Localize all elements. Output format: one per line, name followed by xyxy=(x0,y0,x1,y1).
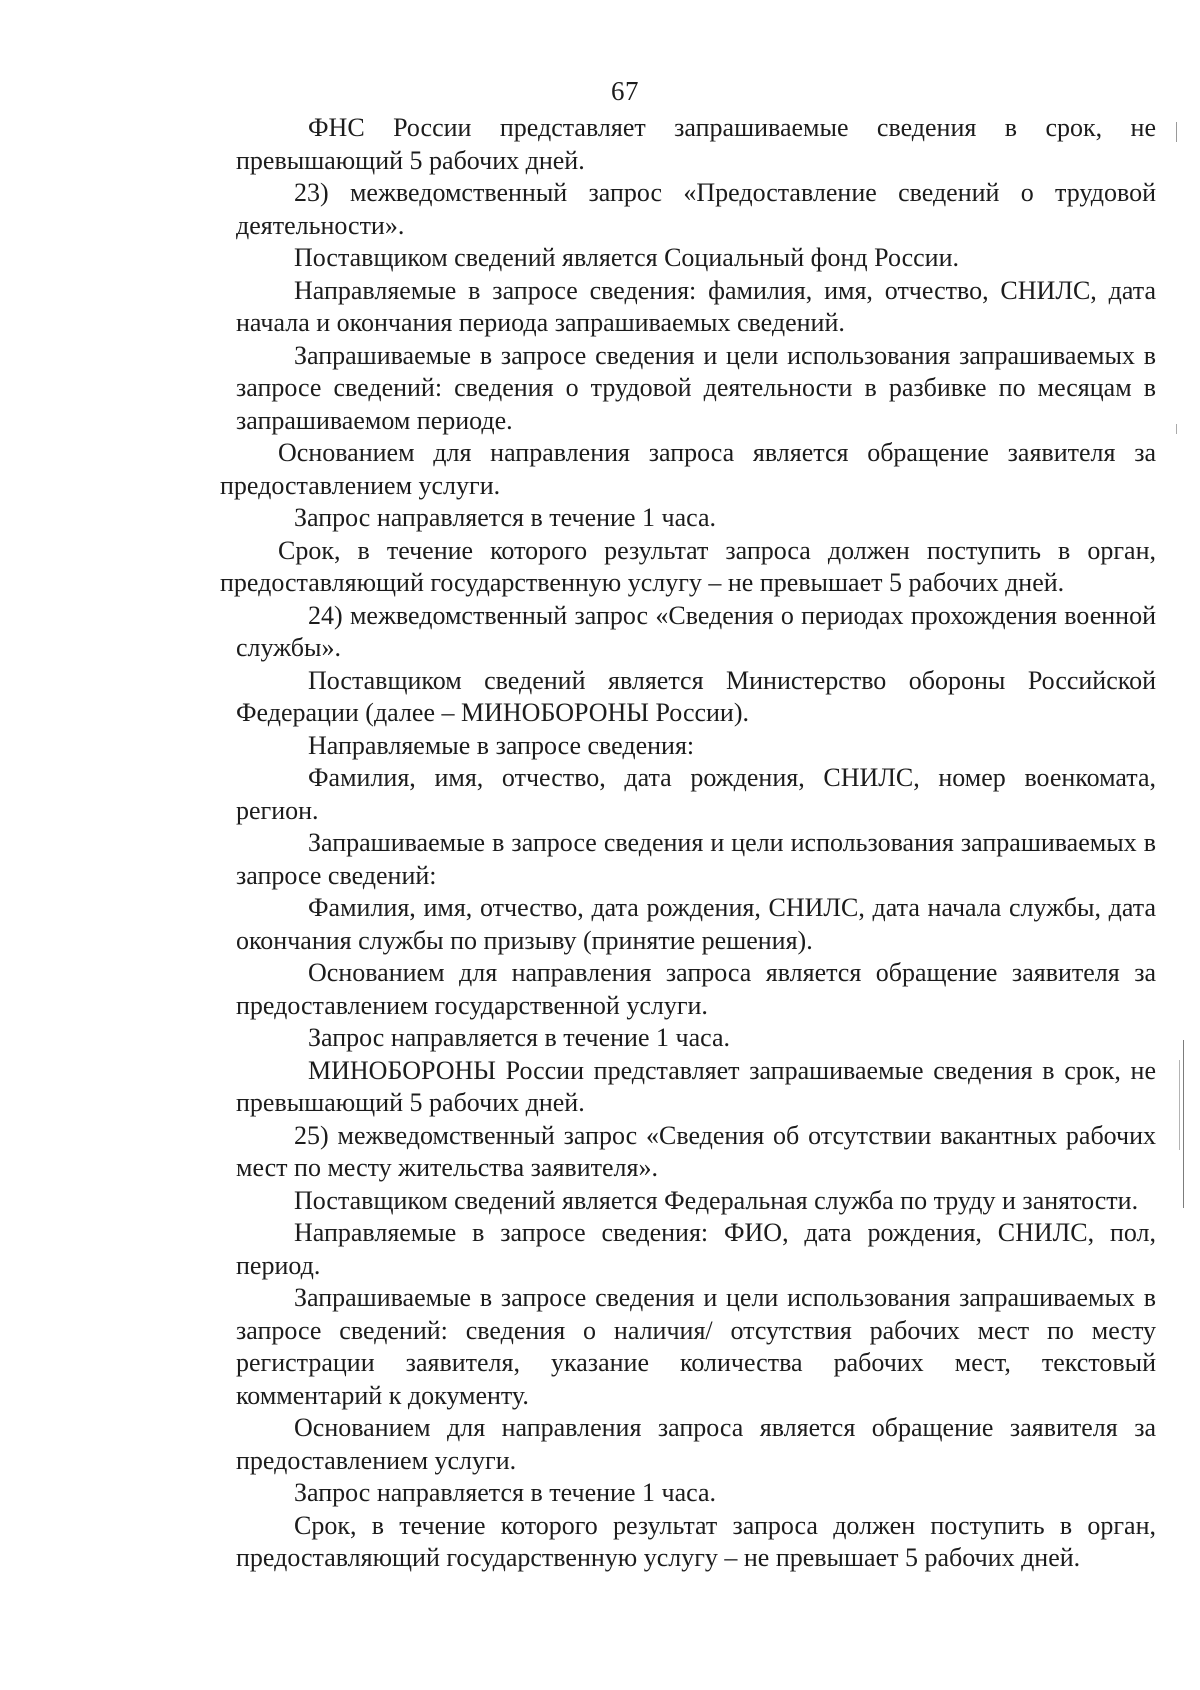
document-body xyxy=(220,112,1156,1575)
scan-margin-mark xyxy=(1176,122,1177,142)
paragraph-request-24-requested-data-heading: Запрашиваемые в запросе сведения и цели использования запрашиваемых в запросе сведений: xyxy=(236,828,1156,890)
paragraph-fns-deadline: ФНС России представляет запрашиваемые сведения в срок, не превышающий 5 рабочих дней. xyxy=(236,113,1156,175)
paragraph-request-23-timing: Запрос направляется в течение 1 часа. xyxy=(294,503,717,532)
paragraph-request-24-sent-data-heading: Направляемые в запросе сведения: xyxy=(308,730,695,760)
paragraph-request-25-requested-data: Запрашиваемые в запросе сведения и цели использования запрашиваемых в запросе сведений: сведения о наличия/ отсутствия рабочих мест по месту регистрации заявителя, указание количества рабочих мест, текстовый комментарий к документу. xyxy=(236,1283,1156,1410)
paragraph-request-25-title: 25) межведомственный запрос «Сведения об отсутствии вакантных рабочих мест по месту жительства заявителя». xyxy=(236,1120,1156,1182)
paragraph-request-23-basis: Основанием для направления запроса является обращение заявителя за предоставлением услуги. xyxy=(220,438,1156,500)
paragraph-request-24-requested-data: Фамилия, имя, отчество, дата рождения, СНИЛС, дата начала службы, дата окончания службы по призыву (принятие решения). xyxy=(236,893,1156,955)
scan-margin-mark xyxy=(1176,424,1177,434)
paragraph-request-25-provider: Поставщиком сведений является Федеральная служба по труду и занятости. xyxy=(294,1185,1139,1215)
page-number: 67 xyxy=(611,76,639,106)
paragraph-request-25-sent-data: Направляемые в запросе сведения: ФИО, дата рождения, СНИЛС, пол, период. xyxy=(236,1218,1156,1280)
scan-margin-line xyxy=(1183,1040,1184,1208)
paragraph-request-23-title: 23) межведомственный запрос «Предоставление сведений о трудовой деятельности». xyxy=(236,178,1156,240)
paragraph-request-24-timing: Запрос направляется в течение 1 часа. xyxy=(308,1023,731,1052)
paragraph-request-23-requested-data: Запрашиваемые в запросе сведения и цели использования запрашиваемых в запросе сведений: сведения о трудовой деятельности в разбивке по месяцам в запрашиваемом периоде. xyxy=(236,340,1156,435)
paragraph-request-23-provider: Поставщиком сведений является Социальный фонд России. xyxy=(294,243,960,272)
paragraph-request-24-provider: Поставщиком сведений является Министерство обороны Российской Федерации (далее – МИНОБОРОНЫ России). xyxy=(236,665,1156,727)
paragraph-request-24-deadline: МИНОБОРОНЫ России представляет запрашиваемые сведения в срок, не превышающий 5 рабочих дней. xyxy=(236,1055,1156,1117)
paragraph-request-25-timing: Запрос направляется в течение 1 часа. xyxy=(294,1478,717,1507)
paragraph-request-23-deadline: Срок, в течение которого результат запроса должен поступить в орган, предоставляющий государственную услугу – не превышает 5 рабочих дней. xyxy=(220,535,1156,597)
paragraph-request-23-sent-data: Направляемые в запросе сведения: фамилия, имя, отчество, СНИЛС, дата начала и окончания периода запрашиваемых сведений. xyxy=(236,275,1156,337)
paragraph-request-24-title: 24) межведомственный запрос «Сведения о периодах прохождения военной службы». xyxy=(236,600,1156,662)
paragraph-request-24-sent-data: Фамилия, имя, отчество, дата рождения, СНИЛС, номер военкомата, регион. xyxy=(236,763,1156,825)
scan-margin-line xyxy=(1179,1060,1180,1150)
paragraph-request-24-basis: Основанием для направления запроса является обращение заявителя за предоставлением государственной услуги. xyxy=(236,958,1156,1020)
paragraph-request-25-basis: Основанием для направления запроса является обращение заявителя за предоставлением услуги. xyxy=(236,1413,1156,1475)
paragraph-request-25-deadline: Срок, в течение которого результат запроса должен поступить в орган, предоставляющий государственную услугу – не превышает 5 рабочих дней. xyxy=(236,1510,1156,1572)
